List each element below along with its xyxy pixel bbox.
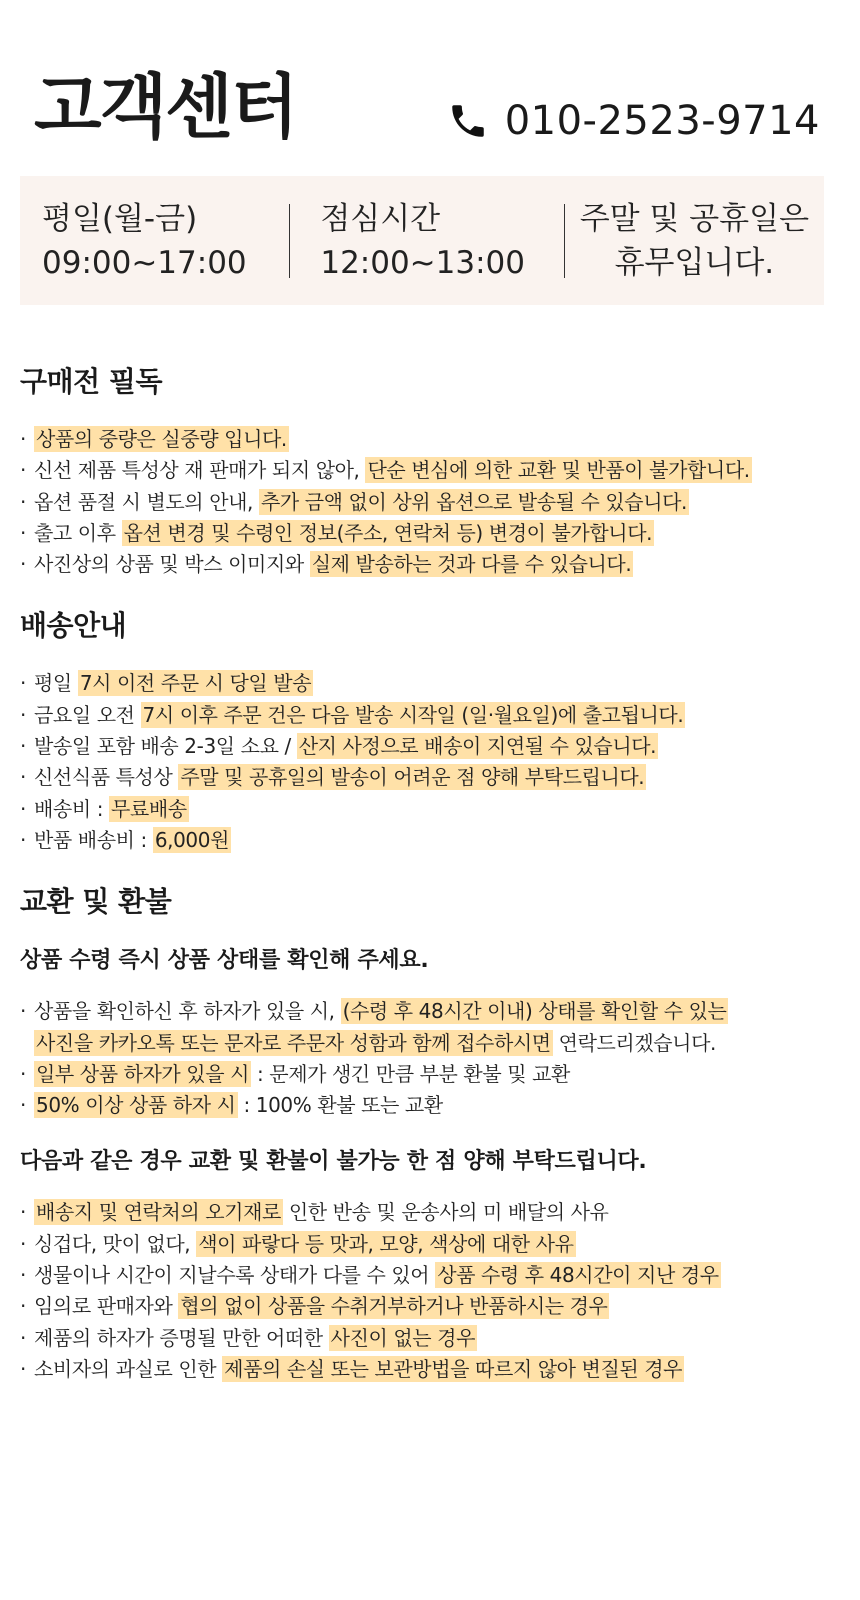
highlight: 사진을 카카오톡 또는 문자로 주문자 성함과 함께 접수하시면 bbox=[36, 1030, 551, 1055]
list-item: · 옵션 품절 시 별도의 안내, 추가 금액 없이 상위 옵션으로 발송될 수 있습니다. bbox=[20, 487, 840, 518]
section-title: 구매전 필독 bbox=[20, 365, 162, 398]
highlight: 실제 발송하는 것과 다를 수 있습니다. bbox=[311, 552, 632, 577]
highlight: 50% 이상 상품 하자 시 bbox=[36, 1093, 236, 1118]
exchange-refund-section bbox=[20, 882, 840, 1385]
phone-icon bbox=[447, 100, 489, 142]
highlight: 협의 없이 상품을 수취거부하거나 반품하시는 경우 bbox=[180, 1294, 608, 1319]
list-item: · 금요일 오전 7시 이후 주문 건은 다음 발송 시작일 (일·월요일)에 출고됩니다. bbox=[20, 700, 840, 731]
highlight: 6,000원 bbox=[154, 827, 229, 852]
highlight: 주말 및 공휴일의 발송이 어려운 점 양해 부탁드립니다. bbox=[180, 765, 645, 790]
list-item: · 제품의 하자가 증명될 만한 어떠한 사진이 없는 경우 bbox=[20, 1323, 840, 1354]
list-item: · 소비자의 과실로 인한 제품의 손실 또는 보관방법을 따르지 않아 변질된 경우 bbox=[20, 1354, 840, 1385]
lunch-time: 12:00~13:00 bbox=[320, 244, 525, 281]
list-item: · 상품을 확인하신 후 하자가 있을 시, (수령 후 48시간 이내) 상태를 확인할 수 있는 사진을 카카오톡 또는 문자로 주문자 성함과 함께 접수하시면 연락드리겠습니다. bbox=[20, 996, 840, 1059]
closed-notice bbox=[565, 176, 824, 305]
list-item: · 반품 배송비 : 6,000원 bbox=[20, 825, 840, 856]
section-title: 배송안내 bbox=[20, 609, 127, 643]
list-item: · 싱겁다, 맛이 없다, 색이 파랗다 등 맛과, 모양, 색상에 대한 사유 bbox=[20, 1229, 840, 1260]
before-purchase-section bbox=[20, 362, 840, 580]
closed-line-2: 휴무입니다. bbox=[614, 244, 775, 281]
highlight: 7시 이전 주문 시 당일 발송 bbox=[79, 671, 312, 696]
list-item: · 생물이나 시간이 지날수록 상태가 다를 수 있어 상품 수령 후 48시간이 지난 경우 bbox=[20, 1260, 840, 1291]
list-item: · 임의로 판매자와 협의 없이 상품을 수취거부하거나 반품하시는 경우 bbox=[20, 1291, 840, 1322]
highlight: 일부 상품 하자가 있을 시 bbox=[36, 1061, 250, 1086]
info-sections bbox=[20, 362, 840, 1411]
spacer bbox=[20, 1121, 840, 1145]
business-hours bbox=[20, 176, 824, 305]
highlight: 상품 수령 후 48시간이 지난 경우 bbox=[437, 1263, 719, 1288]
shipping-section bbox=[20, 606, 840, 856]
list-item: · 평일 7시 이전 주문 시 당일 발송 bbox=[20, 668, 840, 699]
phone-number[interactable]: 010-2523-9714 bbox=[504, 98, 820, 144]
list-item: · 배송지 및 연락처의 오기재로 인한 반송 및 운송사의 미 배달의 사유 bbox=[20, 1197, 840, 1228]
highlight: 배송지 및 연락처의 오기재로 bbox=[36, 1200, 281, 1225]
closed-line-1: 주말 및 공휴일은 bbox=[579, 200, 810, 237]
list-item: · 배송비 : 무료배송 bbox=[20, 794, 840, 825]
highlight: 산지 사정으로 배송이 지연될 수 있습니다. bbox=[298, 734, 657, 759]
page-title: 고객센터 bbox=[34, 66, 297, 148]
defect-policy-list bbox=[20, 996, 840, 1121]
header bbox=[0, 0, 860, 180]
highlight: 색이 파랗다 등 맛과, 모양, 색상에 대한 사유 bbox=[198, 1231, 574, 1256]
highlight: 단순 변심에 의한 교환 및 반품이 불가합니다. bbox=[367, 458, 750, 483]
weekday-time: 09:00~17:00 bbox=[42, 244, 247, 281]
highlight: 옵션 변경 및 수령인 정보(주소, 연락처 등) 변경이 불가합니다. bbox=[123, 520, 653, 545]
list-item: · 사진상의 상품 및 박스 이미지와 실제 발송하는 것과 다를 수 있습니다. bbox=[20, 549, 840, 580]
section-title: 교환 및 환불 bbox=[20, 885, 172, 919]
list-item: · 신선식품 특성상 주말 및 공휴일의 발송이 어려운 점 양해 부탁드립니다. bbox=[20, 762, 840, 793]
before-purchase-list bbox=[20, 424, 840, 580]
highlight: 7시 이후 주문 건은 다음 발송 시작일 (일·월요일)에 출고됩니다. bbox=[142, 702, 684, 727]
highlight: 무료배송 bbox=[111, 796, 187, 821]
not-allowed-list bbox=[20, 1197, 840, 1385]
weekday-hours bbox=[20, 176, 289, 305]
highlight: 상품의 중량은 실중량 입니다. bbox=[36, 427, 287, 451]
highlight: (수령 후 48시간 이내) 상태를 확인할 수 있는 bbox=[342, 999, 727, 1024]
not-allowed-notice: 다음과 같은 경우 교환 및 환불이 불가능 한 점 양해 부탁드립니다. bbox=[20, 1149, 647, 1175]
list-item: · 일부 상품 하자가 있을 시 : 문제가 생긴 만큼 부분 환불 및 교환 bbox=[20, 1059, 840, 1090]
lunch-label: 점심시간 bbox=[320, 200, 441, 237]
phone-contact[interactable] bbox=[447, 100, 820, 142]
list-item bbox=[20, 424, 840, 455]
highlight: 제품의 손실 또는 보관방법을 따르지 않아 변질된 경우 bbox=[224, 1356, 683, 1381]
weekday-label: 평일(월-금) bbox=[42, 200, 198, 237]
list-item: · 출고 이후 옵션 변경 및 수령인 정보(주소, 연락처 등) 변경이 불가합니다. bbox=[20, 518, 840, 549]
list-item: · 50% 이상 상품 하자 시 : 100% 환불 또는 교환 bbox=[20, 1090, 840, 1121]
lunch-hours bbox=[290, 176, 563, 305]
list-item: · 신선 제품 특성상 재 판매가 되지 않아, 단순 변심에 의한 교환 및 반품이 불가합니다. bbox=[20, 455, 840, 486]
highlight: 추가 금액 없이 상위 옵션으로 발송될 수 있습니다. bbox=[260, 489, 688, 514]
inspection-notice: 상품 수령 즉시 상품 상태를 확인해 주세요. bbox=[20, 948, 429, 974]
shipping-list bbox=[20, 668, 840, 856]
highlight: 사진이 없는 경우 bbox=[330, 1325, 476, 1350]
list-item: · 발송일 포함 배송 2-3일 소요 / 산지 사정으로 배송이 지연될 수 있습니다. bbox=[20, 731, 840, 762]
